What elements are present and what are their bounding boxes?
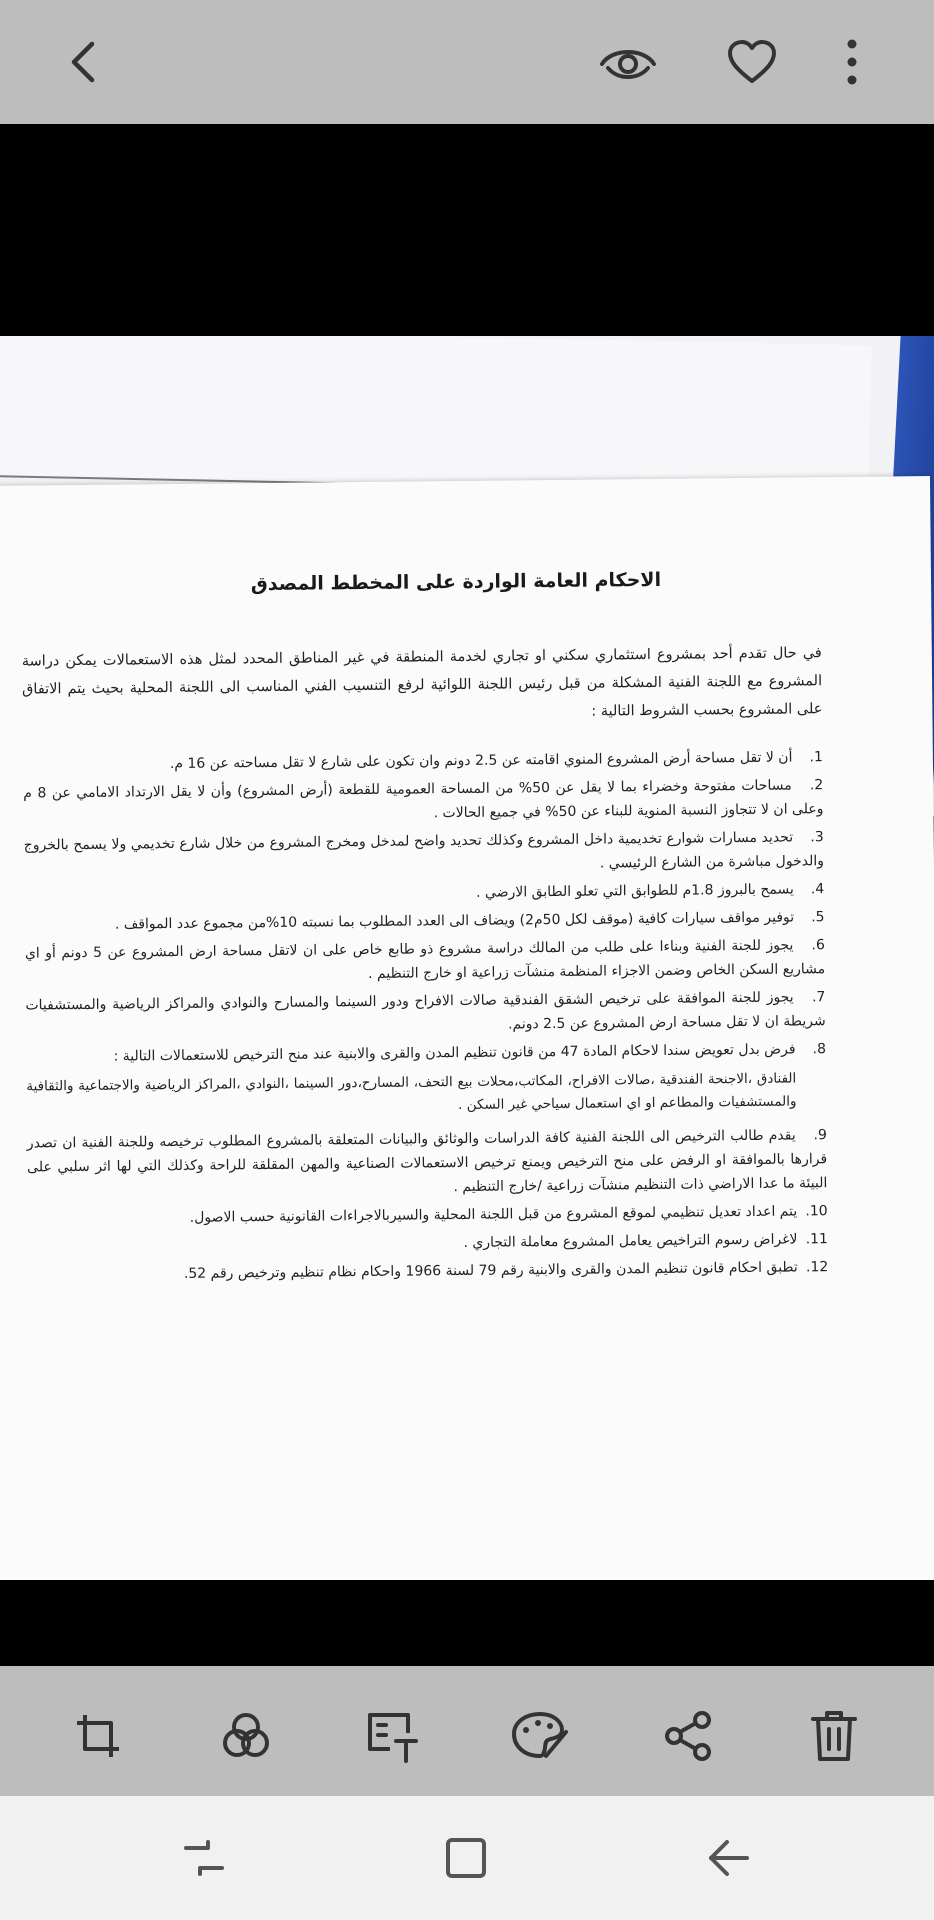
item-number: 7. [811, 989, 826, 1006]
item-number: 5. [811, 909, 825, 926]
text-recognition-icon [364, 1709, 420, 1763]
list-item [28, 1255, 828, 1287]
conditions-list [23, 745, 829, 1291]
back-arrow-icon [64, 38, 104, 86]
edit-toolbar [0, 1666, 934, 1796]
item-text: يجوز للجنة الفنية وبناءا على طلب من المالك دراسة مشروع ذو طابع خاص على ان لاتقل مساحة ارض المشروع عن 5 دونم أو اي مشاريع السكن الخاص وضمن الاجزاء المنظمة منشآت زراعية او خارج التنظيم . [24, 937, 826, 982]
home-icon [444, 1836, 488, 1880]
share-button[interactable] [656, 1704, 720, 1768]
list-item [27, 1123, 828, 1203]
item-text: تحديد مسارات شوارع تخديمية داخل المشروع وكذلك تحديد واضح لمدخل ومخرج المشروع من خلال شارع تخديمي ولا يسمح بالخروج والدخول مباشرة من الشارع الرئيسي . [23, 829, 825, 872]
item-text: لاغراض رسوم التراخيص يعامل المشروع معاملة التجاري . [463, 1231, 798, 1251]
list-item [23, 745, 823, 777]
text-recognition-button[interactable] [360, 1704, 424, 1768]
item-text: فرض بدل تعويض سندا لاحكام المادة 47 من قانون تنظيم المدن والقرى والابنية عند منح الترخيص للاستعمالات التالية : [113, 1041, 796, 1065]
share-icon [664, 1710, 712, 1762]
nav-back-button[interactable] [696, 1826, 760, 1890]
item-text: مساحات مفتوحة وخضراء بما لا يقل عن 50% من المساحة العمومية للقطعة (أرض المشروع) وأن لا يقل الارتداد الامامي عن 8 م وعلى ان لا تتجاوز النسبة المنوية للبناء عن 50% في جميع الحالات . [23, 777, 824, 822]
document-page [0, 476, 934, 1580]
item-number: 12. [805, 1259, 829, 1276]
back-button[interactable] [52, 30, 116, 94]
list-item [24, 905, 824, 937]
list-item [28, 1199, 828, 1231]
more-vert-icon [844, 38, 860, 86]
list-item [24, 877, 824, 909]
item-number: 2. [809, 777, 824, 794]
item-text: يجوز للجنة الموافقة على ترخيص الشقق الفندقية صالات الافراح ودور السينما والمسارح والنوادي والمراكز الرياضية والمستشفيات شريطة ان لا تقل مساحة ارض المشروع عن 2.5 دونم. [25, 989, 826, 1033]
top-toolbar [0, 0, 934, 124]
recents-icon [182, 1838, 226, 1878]
draw-button[interactable] [508, 1704, 572, 1768]
trash-icon [811, 1709, 857, 1763]
photo [0, 336, 934, 1580]
item-text: توفير مواقف سيارات كافية (موقف لكل 50م2) ويضاف الى العدد المطلوب بما نسبته 10%من مجموع عدد المواقف . [114, 909, 795, 933]
bixby-vision-button[interactable] [596, 30, 660, 94]
item-number: 11. [805, 1231, 829, 1248]
delete-button[interactable] [802, 1704, 866, 1768]
item-number: 3. [810, 829, 824, 846]
document-intro: في حال تقدم أحد بمشروع استثماري سكني او تجاري لخدمة المنطقة في غير المناطق المحدد لمثل هذه الاستعمالات يمكن دراسة المشروع مع اللجنة الفنية المشكلة من قبل رئيس اللجنة اللوائية لرفع التنسيب الفني المناسب الى اللجنة المحلية بحيث يتم الاتفاق على المشروع بحسب الشروط التالية : [21, 645, 823, 720]
filter-icon [220, 1710, 272, 1762]
nav-back-icon [705, 1838, 751, 1878]
home-button[interactable] [434, 1826, 498, 1890]
item-text: أن لا تقل مساحة أرض المشروع المنوي اقامته عن 2.5 دونم وان تكون على شارع لا تقل مساحته عن 16 م. [169, 749, 793, 773]
system-navigation-bar [0, 1796, 934, 1920]
item-number: 8. [812, 1041, 827, 1058]
item-number: 6. [811, 937, 825, 954]
list-item [24, 825, 824, 881]
list-item [28, 1227, 828, 1259]
list-item [26, 1037, 827, 1121]
item-number: 10. [805, 1203, 828, 1220]
item-number: 9. [813, 1127, 827, 1144]
item-text: تطبق احكام قانون تنظيم المدن والقرى والابنية رقم 79 لسنة 1966 واحكام نظام تنظيم وترخيص رقم 52. [183, 1259, 798, 1282]
item-number: 1. [809, 749, 823, 766]
item-text: يتم اعداد تعديل تنظيمي لموقع المشروع من قبل اللجنة المحلية والسيربالاجراءات القانونية حسب الاصول. [189, 1203, 798, 1226]
item-number: 4. [810, 881, 825, 898]
recents-button[interactable] [172, 1826, 236, 1890]
more-options-button[interactable] [820, 30, 884, 94]
crop-button[interactable] [66, 1704, 130, 1768]
list-item [23, 773, 823, 829]
image-viewer[interactable] [0, 124, 934, 1666]
item-text: يقدم طالب الترخيص الى اللجنة الفنية كافة الدراسات والوثائق والبيانات المتعلقة بالمشروع المطلوب ترخيصه وللجنة الفنية ان تصدر قرارها بالموافقة او الرفض على منح الترخيص ويمنع ترخيص الاستعمالات الصناعية والمهن المقلقة للراحة وكذلك التي لها اثر سلبي على البيئة ما عدا الاراضي ذات التنظيم منشآت زراعية /خارج التنظيم . [26, 1127, 828, 1196]
background-sheet [0, 336, 871, 495]
crop-rotate-icon [73, 1711, 123, 1761]
item-text: يسمح بالبروز 1.8م للطوابق التي تعلو الطابق الارضي . [476, 881, 794, 901]
filter-button[interactable] [214, 1704, 278, 1768]
bixby-vision-icon [598, 42, 658, 82]
list-item [25, 985, 825, 1041]
palette-draw-icon [510, 1710, 570, 1762]
item-sublist: الفنادق ،الاجنحة الفندقية ،صالات الافراح، المكاتب،محلات بيع التحف، المسارح،دور السينما ،النوادي ،المراكز الرياضية والاجتماعية والثقافية والمستشفيات والمطاعم او اي استعمال سياحي غير السكن . [26, 1070, 797, 1114]
favorite-button[interactable] [720, 30, 784, 94]
heart-icon [726, 39, 778, 85]
list-item [25, 933, 825, 989]
document-title: الاحكام العامة الواردة على المخطط المصدق [250, 568, 662, 596]
